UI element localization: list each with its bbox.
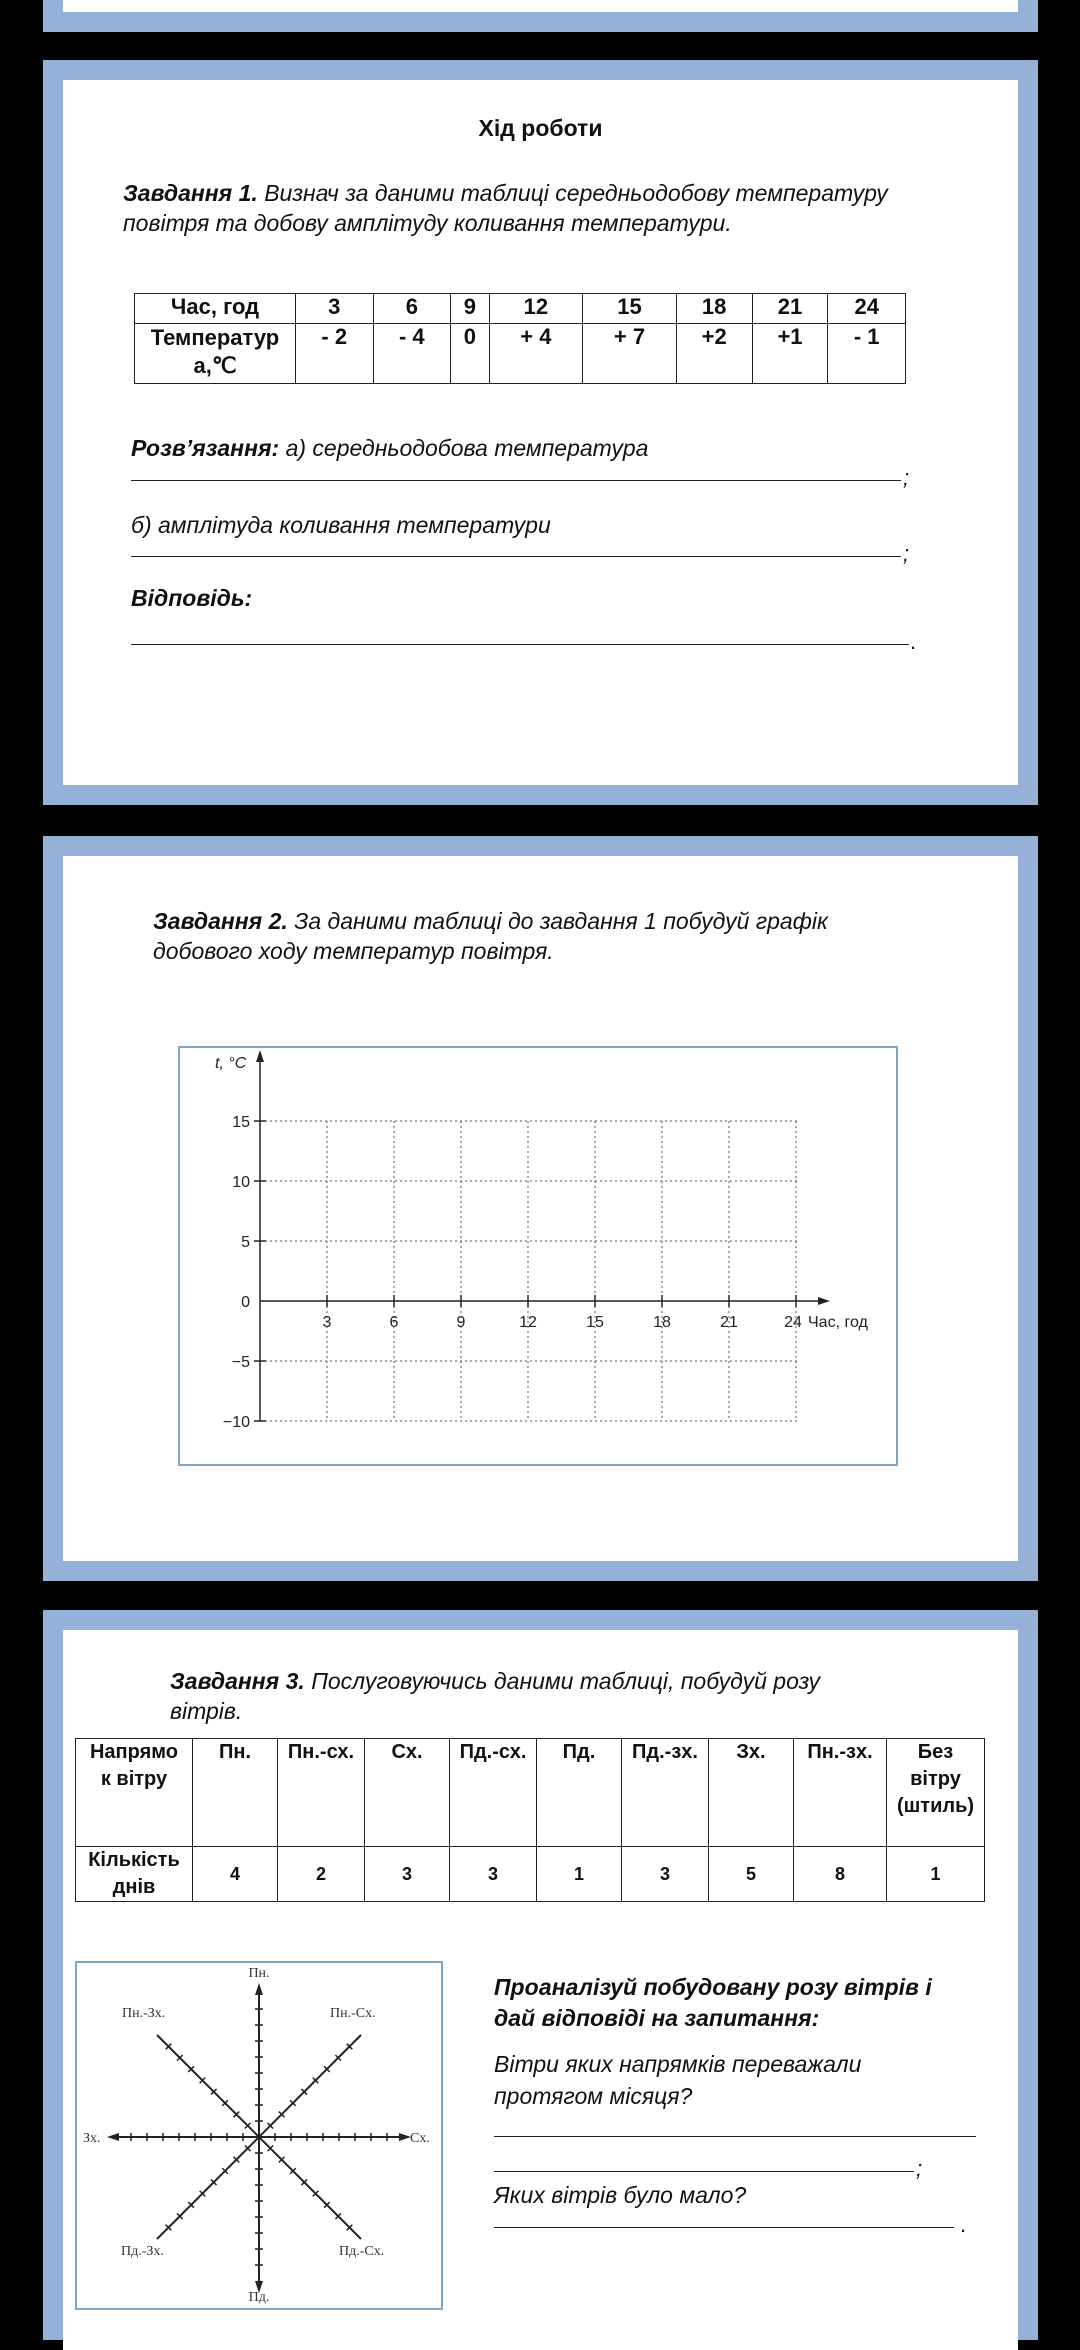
temp-cell: - 4 bbox=[373, 324, 451, 384]
rose-label-sw: Пд.-Зх. bbox=[121, 2244, 164, 2259]
question-2: Яких вітрів було мало? bbox=[494, 2182, 747, 2208]
hour-cell: 18 bbox=[676, 294, 752, 324]
y-tick-label: 5 bbox=[241, 1234, 250, 1251]
rose-label-w: Зх. bbox=[83, 2131, 101, 2146]
x-tick-label: 21 bbox=[720, 1314, 738, 1331]
temp-cell: +1 bbox=[752, 324, 828, 384]
direction-header bbox=[76, 1739, 193, 1847]
task-3-line-2: вітрів. bbox=[170, 1698, 243, 1724]
answer-line-a[interactable] bbox=[131, 480, 901, 481]
solution-label: Розв’язання: bbox=[131, 435, 280, 461]
slide-2 bbox=[43, 836, 1038, 1581]
temp-cell: + 4 bbox=[489, 324, 583, 384]
solution-b-text: б) амплітуда коливання температури bbox=[131, 512, 551, 538]
task-2-text bbox=[153, 906, 828, 966]
direction-cell: Сх. bbox=[365, 1739, 450, 1847]
days-header bbox=[76, 1847, 193, 1902]
y-tick-label: −5 bbox=[231, 1354, 250, 1371]
days-cell: 3 bbox=[622, 1847, 709, 1902]
answer-line-final[interactable] bbox=[131, 644, 909, 645]
wind-rose-box bbox=[75, 1961, 443, 2310]
direction-header-line-2: к вітру bbox=[100, 1768, 168, 1790]
rose-label-n: Пн. bbox=[248, 1966, 270, 1981]
answer-line-q2[interactable] bbox=[494, 2227, 954, 2228]
hour-cell: 15 bbox=[583, 294, 677, 324]
task-3-text bbox=[170, 1666, 820, 1726]
y-axis-label: t, °C bbox=[215, 1055, 247, 1072]
wind-table bbox=[75, 1738, 985, 1902]
task-1-line-2: повітря та добову амплітуду коливання температури. bbox=[123, 210, 732, 236]
answer-line-b[interactable] bbox=[131, 556, 901, 557]
semicolon: ; bbox=[916, 2156, 923, 2181]
temp-cell: + 7 bbox=[583, 324, 677, 384]
task-2-line-2: добового ходу температур повітря. bbox=[153, 938, 554, 964]
calm-line-3: (штиль) bbox=[896, 1795, 975, 1817]
rose-label-se: Пд.-Сх. bbox=[339, 2244, 385, 2259]
hour-cell: 21 bbox=[752, 294, 828, 324]
days-cell: 3 bbox=[450, 1847, 537, 1902]
answer-label: Відповідь: bbox=[131, 585, 253, 611]
slide-1 bbox=[43, 60, 1038, 805]
rose-label-s: Пд. bbox=[248, 2290, 270, 2305]
answer-line-q1-a[interactable] bbox=[494, 2136, 976, 2137]
calm-cell bbox=[887, 1739, 985, 1847]
slide-3-content bbox=[63, 1630, 1018, 2350]
task-1-line-1: Визнач за даними таблиці середньодобову температуру bbox=[264, 180, 888, 206]
question-1 bbox=[494, 2048, 861, 2112]
analyze-line-1: Проаналізуй побудовану розу вітрів і bbox=[494, 1974, 932, 2000]
slide-top-partial bbox=[43, 0, 1038, 32]
task-2-label: Завдання 2. bbox=[153, 908, 288, 934]
wind-rose[interactable] bbox=[77, 1963, 441, 2308]
table-row bbox=[76, 1847, 985, 1902]
slide-2-content bbox=[63, 856, 1018, 1561]
period: . bbox=[960, 2212, 967, 2237]
task-1-text bbox=[123, 178, 888, 238]
rose-label-e: Сх. bbox=[410, 2131, 430, 2146]
table-row bbox=[135, 324, 906, 384]
direction-cell: Пн.-сх. bbox=[278, 1739, 365, 1847]
rose-label-ne: Пн.-Сх. bbox=[330, 2006, 376, 2021]
analyze-line-2: дай відповіді на запитання: bbox=[494, 2005, 820, 2031]
temperature-header bbox=[135, 324, 296, 384]
y-tick-label: −10 bbox=[222, 1414, 250, 1431]
days-cell: 4 bbox=[193, 1847, 278, 1902]
hour-cell: 9 bbox=[451, 294, 490, 324]
question-1-line-1: Вітри яких напрямків переважали bbox=[494, 2051, 862, 2077]
x-axis-label: Час, год bbox=[808, 1314, 868, 1331]
slide-3 bbox=[43, 1610, 1038, 2340]
temperature-table bbox=[134, 293, 906, 384]
direction-cell: Пд. bbox=[537, 1739, 622, 1847]
days-cell: 5 bbox=[709, 1847, 794, 1902]
direction-cell: Зх. bbox=[709, 1739, 794, 1847]
hour-cell: 6 bbox=[373, 294, 451, 324]
task-3-line-1: Послуговуючись даними таблиці, побудуй розу bbox=[311, 1668, 821, 1694]
y-tick-label: 15 bbox=[232, 1114, 250, 1131]
x-tick-label: 12 bbox=[519, 1314, 537, 1331]
calm-line-2: вітру bbox=[910, 1768, 961, 1790]
table-row bbox=[135, 294, 906, 324]
temperature-grid[interactable] bbox=[180, 1048, 896, 1464]
temperature-header-line-1: Температур bbox=[150, 325, 280, 350]
direction-cell: Пн.-зх. bbox=[794, 1739, 887, 1847]
temp-cell: - 2 bbox=[296, 324, 374, 384]
slide-1-content bbox=[63, 80, 1018, 785]
solution-a-text: а) середньодобова температура bbox=[285, 435, 649, 461]
answer-line-q1-b[interactable] bbox=[494, 2171, 914, 2172]
x-tick-label: 15 bbox=[586, 1314, 604, 1331]
task-1-label: Завдання 1. bbox=[123, 180, 258, 206]
rose-label-nw: Пн.-Зх. bbox=[122, 2006, 166, 2021]
calm-line-1: Без bbox=[917, 1741, 954, 1763]
direction-cell: Пн. bbox=[193, 1739, 278, 1847]
hour-cell: 24 bbox=[828, 294, 906, 324]
days-cell: 8 bbox=[794, 1847, 887, 1902]
hours-header: Час, год bbox=[135, 294, 296, 324]
y-tick-label: 10 bbox=[232, 1174, 250, 1191]
graph-box bbox=[178, 1046, 898, 1466]
table-row bbox=[76, 1739, 985, 1847]
days-cell: 1 bbox=[537, 1847, 622, 1902]
x-tick-label: 9 bbox=[456, 1314, 466, 1331]
temp-cell: - 1 bbox=[828, 324, 906, 384]
hour-cell: 3 bbox=[296, 294, 374, 324]
days-cell: 3 bbox=[365, 1847, 450, 1902]
task-2-line-1: За даними таблиці до завдання 1 побудуй графік bbox=[294, 908, 828, 934]
question-1-line-2: протягом місяця? bbox=[494, 2083, 693, 2109]
x-tick-label: 24 bbox=[784, 1314, 802, 1331]
days-cell: 1 bbox=[887, 1847, 985, 1902]
direction-cell: Пд.-зх. bbox=[622, 1739, 709, 1847]
period: . bbox=[910, 629, 917, 654]
semicolon: ; bbox=[903, 541, 910, 566]
analyze-text bbox=[494, 1972, 932, 2034]
semicolon: ; bbox=[903, 465, 910, 490]
direction-cell: Пд.-сх. bbox=[450, 1739, 537, 1847]
days-header-line-1: Кількість bbox=[88, 1849, 180, 1871]
page-title: Хід роботи bbox=[478, 115, 603, 141]
task-3-label: Завдання 3. bbox=[170, 1668, 305, 1694]
days-header-line-2: днів bbox=[112, 1876, 156, 1898]
hour-cell: 12 bbox=[489, 294, 583, 324]
x-tick-label: 3 bbox=[322, 1314, 332, 1331]
direction-header-line-1: Напрямо bbox=[89, 1741, 179, 1763]
solution-a bbox=[131, 435, 648, 462]
x-tick-label: 18 bbox=[653, 1314, 671, 1331]
temp-cell: +2 bbox=[676, 324, 752, 384]
y-tick-label: 0 bbox=[241, 1294, 250, 1311]
temp-cell: 0 bbox=[451, 324, 490, 384]
days-cell: 2 bbox=[278, 1847, 365, 1902]
x-tick-label: 6 bbox=[389, 1314, 399, 1331]
temperature-header-line-2: а,℃ bbox=[193, 353, 237, 378]
